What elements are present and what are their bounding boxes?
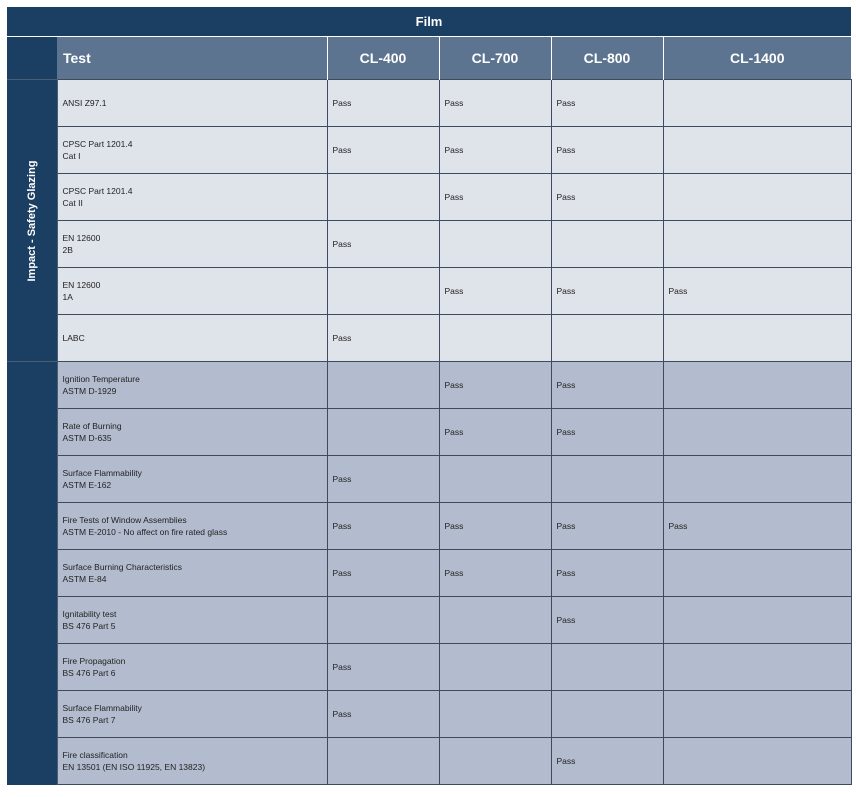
result-cell: Pass bbox=[439, 174, 551, 221]
film-test-table-container bbox=[7, 7, 851, 785]
test-name: Ignition Temperature bbox=[62, 374, 140, 384]
result-cell: Pass bbox=[327, 315, 439, 362]
result-cell bbox=[439, 691, 551, 738]
test-standard: ASTM E-84 bbox=[62, 574, 107, 584]
test-name-cell bbox=[57, 221, 327, 268]
header-product: CL-700 bbox=[439, 37, 551, 80]
test-name-cell bbox=[57, 597, 327, 644]
test-name-cell bbox=[57, 315, 327, 362]
category-cell bbox=[7, 80, 57, 362]
table-row bbox=[7, 315, 851, 362]
result-cell: Pass bbox=[327, 503, 439, 550]
result-cell: Pass bbox=[327, 221, 439, 268]
result-cell bbox=[327, 409, 439, 456]
test-name-cell bbox=[57, 174, 327, 221]
result-cell bbox=[663, 550, 851, 597]
test-name: Fire Propagation bbox=[62, 656, 126, 666]
test-name: Surface Flammability bbox=[62, 468, 142, 478]
result-cell bbox=[327, 738, 439, 785]
table-row bbox=[7, 221, 851, 268]
test-name: Surface Flammability bbox=[62, 703, 142, 713]
test-name-cell bbox=[57, 80, 327, 127]
result-cell bbox=[663, 409, 851, 456]
table-row bbox=[7, 362, 851, 409]
table-row bbox=[7, 127, 851, 174]
table-row bbox=[7, 691, 851, 738]
result-cell: Pass bbox=[551, 550, 663, 597]
result-cell bbox=[663, 315, 851, 362]
test-name: CPSC Part 1201.4 bbox=[62, 139, 133, 149]
result-cell bbox=[663, 174, 851, 221]
result-cell: Pass bbox=[439, 409, 551, 456]
test-name-cell bbox=[57, 127, 327, 174]
table-row bbox=[7, 550, 851, 597]
result-cell: Pass bbox=[551, 127, 663, 174]
result-cell: Pass bbox=[439, 550, 551, 597]
result-cell: Pass bbox=[551, 503, 663, 550]
test-name: CPSC Part 1201.4 bbox=[62, 186, 133, 196]
table-row bbox=[7, 268, 851, 315]
table-body bbox=[7, 80, 851, 785]
test-name-cell bbox=[57, 362, 327, 409]
result-cell: Pass bbox=[663, 268, 851, 315]
result-cell: Pass bbox=[327, 691, 439, 738]
result-cell bbox=[551, 221, 663, 268]
test-standard: 2B bbox=[62, 245, 73, 255]
result-cell: Pass bbox=[439, 268, 551, 315]
result-cell bbox=[439, 221, 551, 268]
test-name-cell bbox=[57, 644, 327, 691]
result-cell bbox=[551, 315, 663, 362]
table-row bbox=[7, 456, 851, 503]
test-name-cell bbox=[57, 738, 327, 785]
result-cell: Pass bbox=[551, 362, 663, 409]
test-name-cell bbox=[57, 268, 327, 315]
result-cell: Pass bbox=[439, 127, 551, 174]
category-cell bbox=[7, 362, 57, 785]
test-standard: BS 476 Part 5 bbox=[62, 621, 116, 631]
result-cell bbox=[663, 456, 851, 503]
film-test-table bbox=[7, 7, 852, 785]
test-name: LABC bbox=[62, 333, 85, 343]
test-name: Rate of Burning bbox=[62, 421, 122, 431]
result-cell: Pass bbox=[439, 80, 551, 127]
result-cell: Pass bbox=[551, 738, 663, 785]
result-cell bbox=[439, 738, 551, 785]
test-standard: BS 476 Part 6 bbox=[62, 668, 116, 678]
result-cell bbox=[551, 644, 663, 691]
result-cell bbox=[663, 691, 851, 738]
table-title: Film bbox=[7, 7, 851, 37]
result-cell bbox=[663, 738, 851, 785]
result-cell: Pass bbox=[439, 503, 551, 550]
result-cell bbox=[663, 221, 851, 268]
result-cell bbox=[663, 127, 851, 174]
test-standard: ASTM E-162 bbox=[62, 480, 112, 490]
result-cell bbox=[663, 644, 851, 691]
result-cell: Pass bbox=[663, 503, 851, 550]
result-cell bbox=[327, 362, 439, 409]
result-cell: Pass bbox=[551, 268, 663, 315]
header-product: CL-1400 bbox=[663, 37, 851, 80]
result-cell bbox=[663, 597, 851, 644]
table-row bbox=[7, 597, 851, 644]
result-cell: Pass bbox=[327, 80, 439, 127]
result-cell bbox=[439, 597, 551, 644]
table-row bbox=[7, 503, 851, 550]
test-name: ANSI Z97.1 bbox=[62, 98, 107, 108]
table-row bbox=[7, 174, 851, 221]
result-cell: Pass bbox=[439, 362, 551, 409]
result-cell: Pass bbox=[551, 597, 663, 644]
result-cell bbox=[551, 456, 663, 503]
result-cell bbox=[327, 268, 439, 315]
test-standard: Cat I bbox=[62, 151, 81, 161]
result-cell: Pass bbox=[327, 550, 439, 597]
result-cell bbox=[327, 174, 439, 221]
result-cell bbox=[439, 315, 551, 362]
result-cell bbox=[551, 691, 663, 738]
table-row bbox=[7, 80, 851, 127]
result-cell: Pass bbox=[551, 174, 663, 221]
table-row bbox=[7, 409, 851, 456]
test-standard: 1A bbox=[62, 292, 73, 302]
header-corner bbox=[7, 37, 57, 80]
header-product: CL-400 bbox=[327, 37, 439, 80]
header-row bbox=[7, 37, 851, 80]
result-cell: Pass bbox=[551, 409, 663, 456]
result-cell: Pass bbox=[551, 80, 663, 127]
test-standard: BS 476 Part 7 bbox=[62, 715, 116, 725]
test-name: EN 12600 bbox=[62, 280, 101, 290]
test-standard: EN 13501 (EN ISO 11925, EN 13823) bbox=[62, 762, 206, 772]
result-cell bbox=[663, 80, 851, 127]
test-name: Fire classification bbox=[62, 750, 128, 760]
header-product: CL-800 bbox=[551, 37, 663, 80]
result-cell bbox=[439, 644, 551, 691]
table-row bbox=[7, 738, 851, 785]
test-name-cell bbox=[57, 409, 327, 456]
result-cell: Pass bbox=[327, 456, 439, 503]
result-cell bbox=[327, 597, 439, 644]
test-name-cell bbox=[57, 550, 327, 597]
test-name-cell bbox=[57, 456, 327, 503]
test-name: Surface Burning Characteristics bbox=[62, 562, 183, 572]
test-standard: ASTM E-2010 - No affect on fire rated glass bbox=[62, 527, 228, 537]
table-row bbox=[7, 644, 851, 691]
result-cell bbox=[663, 362, 851, 409]
result-cell: Pass bbox=[327, 644, 439, 691]
test-name: Ignitability test bbox=[62, 609, 117, 619]
result-cell bbox=[439, 456, 551, 503]
header-test: Test bbox=[57, 37, 327, 80]
test-name-cell bbox=[57, 691, 327, 738]
test-standard: Cat II bbox=[62, 198, 83, 208]
test-standard: ASTM D-635 bbox=[62, 433, 112, 443]
test-name: Fire Tests of Window Assemblies bbox=[62, 515, 187, 525]
test-name: EN 12600 bbox=[62, 233, 101, 243]
category-label: Impact - Safety Glazing bbox=[25, 159, 38, 282]
result-cell: Pass bbox=[327, 127, 439, 174]
test-standard: ASTM D-1929 bbox=[62, 386, 117, 396]
test-name-cell bbox=[57, 503, 327, 550]
